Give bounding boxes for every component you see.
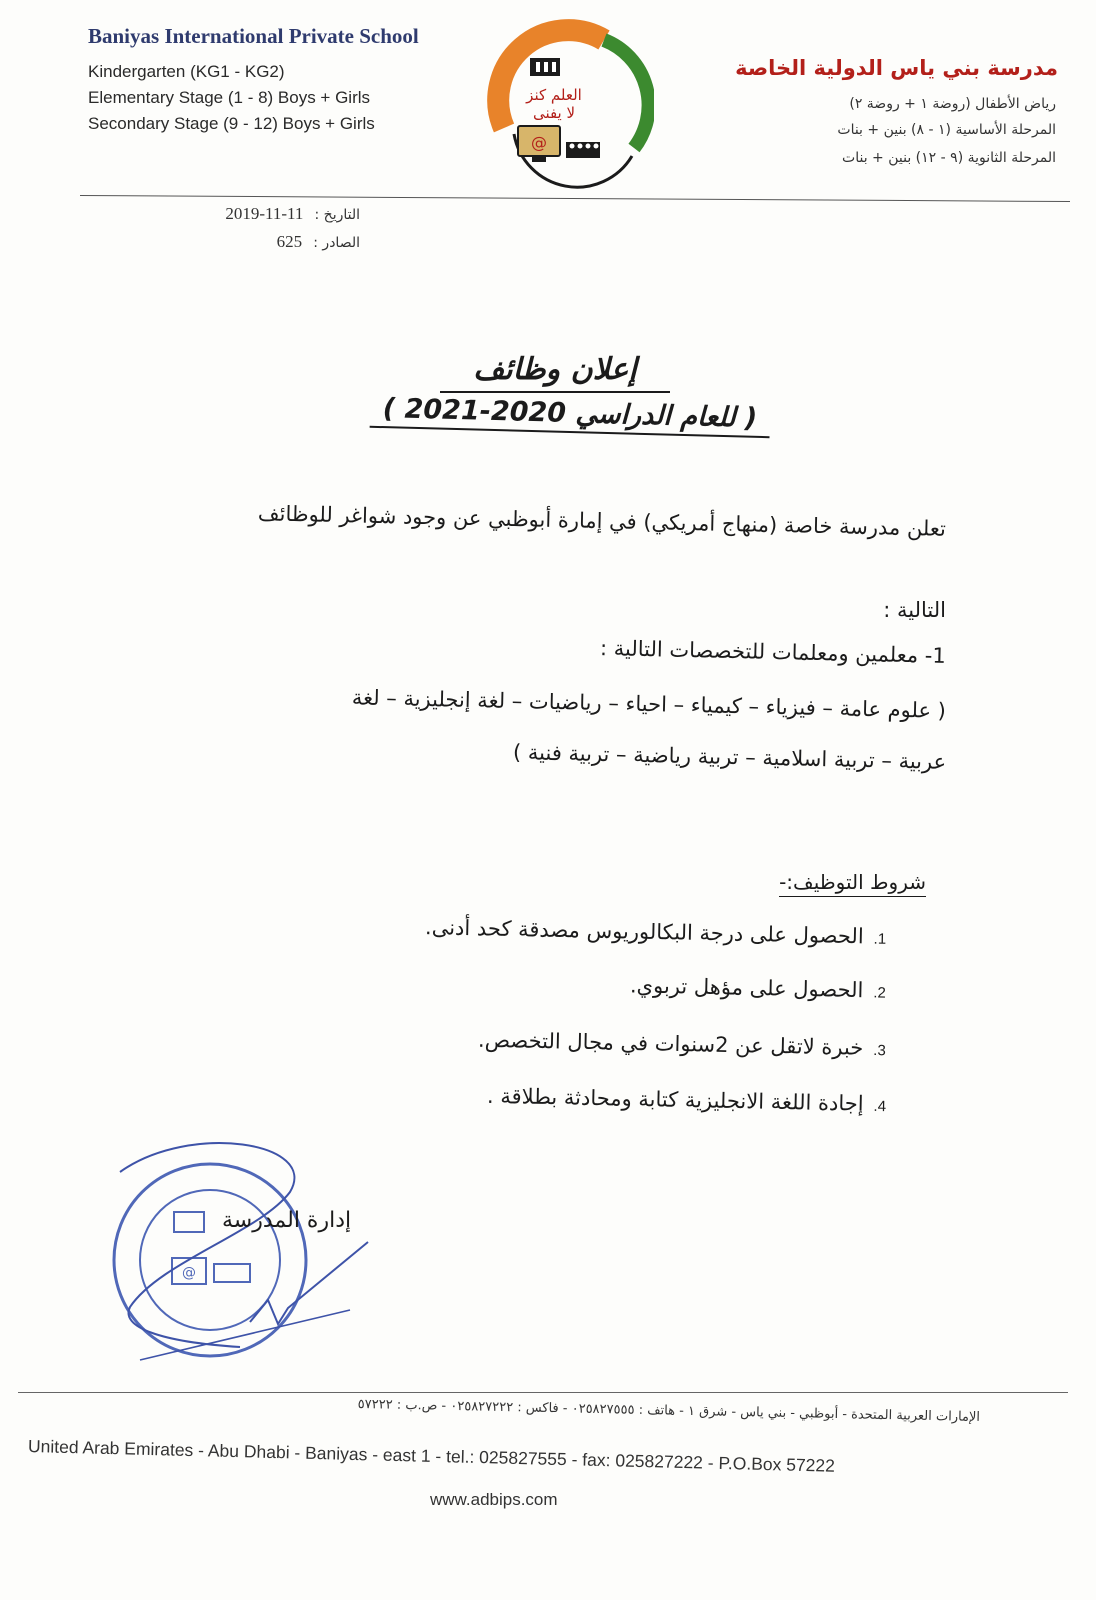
term-number: 1. bbox=[873, 930, 887, 948]
item-1-subjects-line-2: عربية – تربية اسلامية – تربية رياضية – تربية فنية ) bbox=[512, 740, 947, 774]
svg-text:@: @ bbox=[182, 1265, 196, 1281]
stage-elementary-ar: المرحلة الأساسية (١ - ٨) بنين + بنات bbox=[837, 122, 1056, 138]
footer-website: www.adbips.com bbox=[430, 1490, 558, 1509]
term-item bbox=[487, 1084, 887, 1116]
term-item bbox=[630, 973, 886, 1002]
school-name-arabic: مدرسة بني ياس الدولية الخاصة bbox=[735, 56, 1058, 80]
school-stamp-icon bbox=[100, 1132, 380, 1372]
intro-line-1: تعلن مدرسة خاصة (منهاج أمريكي) في إمارة أبوظبي عن وجود شواغر للوظائف bbox=[257, 501, 947, 541]
term-text: الحصول على درجة البكالوريوس مصدقة كحد أدنى. bbox=[424, 915, 864, 949]
svg-text:@: @ bbox=[531, 133, 547, 152]
header-divider bbox=[80, 195, 1070, 202]
date-row bbox=[190, 204, 360, 224]
term-item bbox=[425, 915, 887, 949]
term-number: 2. bbox=[873, 984, 887, 1002]
footer-address-english: United Arab Emirates - Abu Dhabi - Baniyas - east 1 - tel.: 025827555 - fax: 025827222 - P.O.Box 57222 bbox=[27, 1436, 836, 1476]
stage-elementary-en: Elementary Stage (1 - 8) Boys + Girls bbox=[88, 88, 371, 107]
intro-line-2: التالية : bbox=[883, 598, 946, 622]
logo-motto-line2: لا يفنى bbox=[532, 104, 576, 122]
stage-kindergarten-ar: رياض الأطفال (روضة ١ + روضة ٢) bbox=[849, 96, 1056, 112]
school-name-english: Baniyas International Private School bbox=[88, 24, 419, 48]
page-subtitle: ( للعام الدراسي 2020-2021 ) bbox=[370, 393, 771, 438]
term-number: 4. bbox=[873, 1097, 887, 1116]
stage-kindergarten-en: Kindergarten (KG1 - KG2) bbox=[88, 62, 285, 81]
footer-address-arabic: الإمارات العربية المتحدة - أبوظبي - بني ياس - شرق ١ - هاتف : ٠٢٥٨٢٧٥٥٥ - فاكس : ٠٢٥٨٢٧٢٢٢ - ص.ب : ٥٧٢٢٢ bbox=[357, 1396, 981, 1425]
date-label: التاريخ : bbox=[314, 207, 360, 223]
reference-row bbox=[190, 232, 360, 252]
item-1-heading: 1- معلمين ومعلمات للتخصصات التالية : bbox=[599, 636, 947, 668]
stage-secondary-ar: المرحلة الثانوية (٩ - ١٢) بنين + بنات bbox=[842, 150, 1056, 166]
signature-label: إدارة المدرسة bbox=[222, 1208, 352, 1233]
term-item bbox=[478, 1028, 886, 1061]
term-number: 3. bbox=[873, 1042, 887, 1060]
term-text: إجادة اللغة الانجليزية كتابة ومحادثة بطلاقة . bbox=[486, 1083, 864, 1116]
term-text: خبرة لاتقل عن 2سنوات في مجال التخصص. bbox=[477, 1027, 864, 1060]
school-logo-icon bbox=[484, 18, 654, 190]
date-value: 2019-11-11 bbox=[225, 204, 304, 223]
logo-motto-line1: العلم كنز bbox=[526, 86, 582, 104]
stage-secondary-en: Secondary Stage (9 - 12) Boys + Girls bbox=[88, 114, 375, 133]
term-text: الحصول على مؤهل تربوي. bbox=[629, 973, 864, 1003]
terms-heading: شروط التوظيف:- bbox=[779, 870, 926, 897]
item-1-subjects-line-1: ( علوم عامة – فيزياء – كيمياء – احياء – رياضيات – لغة إنجليزية – لغة bbox=[351, 685, 947, 723]
reference-label: الصادر : bbox=[313, 235, 360, 251]
page-title: إعلان وظائف bbox=[440, 352, 670, 393]
reference-value: 625 bbox=[276, 232, 303, 251]
